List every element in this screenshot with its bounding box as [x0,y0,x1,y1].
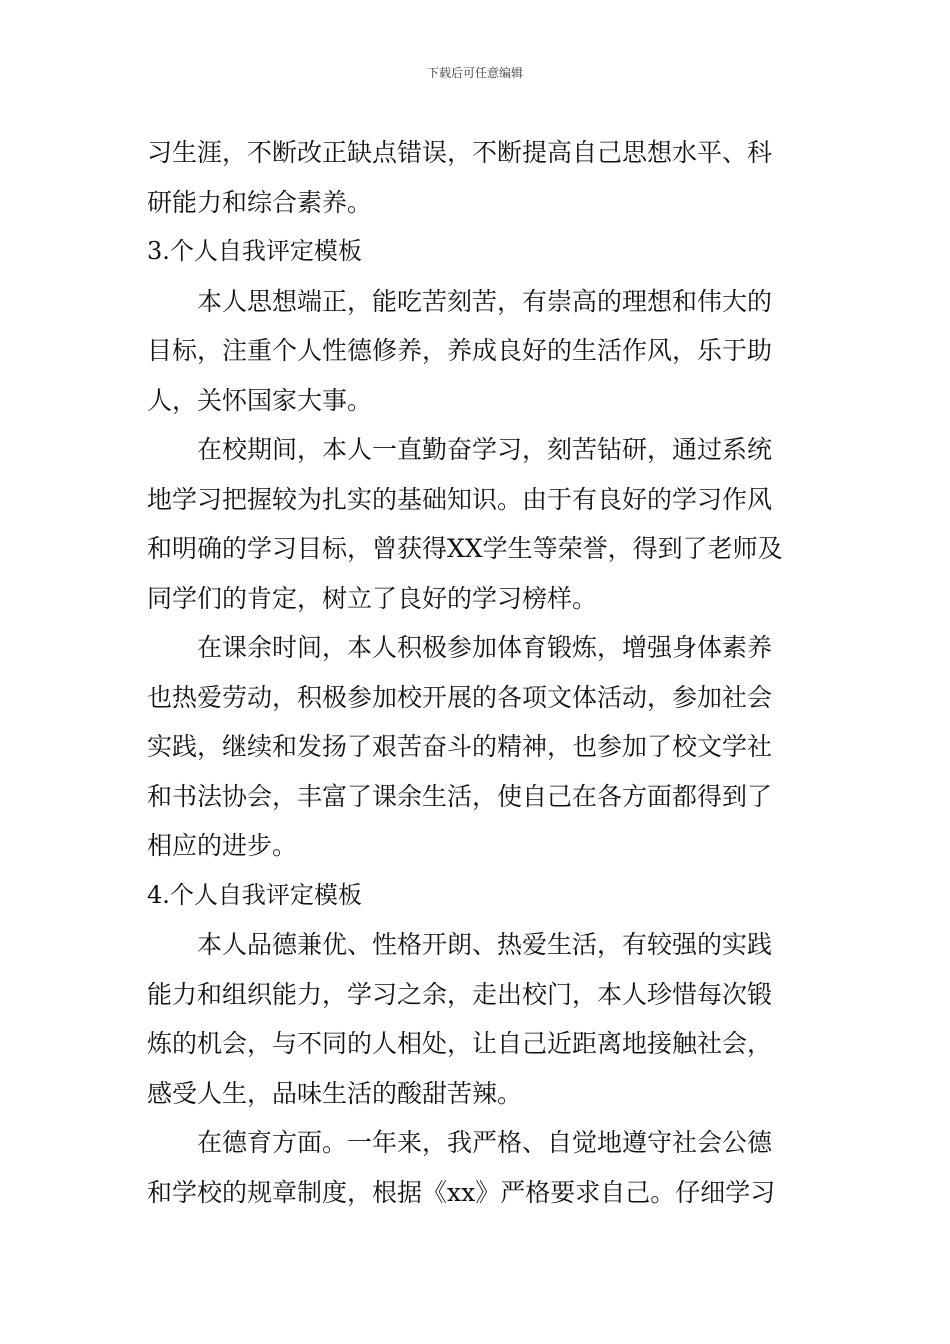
page-header: 下载后可任意编辑 [426,66,523,80]
text-line: 实践，继续和发扬了艰苦奋斗的精神，也参加了校文学社 [147,732,773,761]
text-line: 习生涯，不断改正缺点错误，不断提高自己思想水平、科 [147,138,773,167]
text-line: 和学校的规章制度，根据《xx》严格要求自己。仔细学习 [147,1177,776,1207]
text-line: 研能力和综合素养。 [147,187,373,217]
paragraph-first-line: 在校期间，本人一直勤奋学习，刻苦钻研，通过系统 [197,435,773,464]
text-line: 同学们的肯定，树立了良好的学习榜样。 [147,583,598,613]
text-line: 地学习把握较为扎实的基础知识。由于有良好的学习作风 [147,484,773,514]
document-body [147,128,807,1217]
paragraph-first-line: 在德育方面。一年来，我严格、自觉地遵守社会公德 [197,1128,773,1157]
text-line: 和书法协会，丰富了课余生活，使自己在各方面都得到了 [147,781,773,811]
paragraph-first-line: 本人思想端正，能吃苦刻苦，有崇高的理想和伟大的 [197,286,773,316]
text-line: 人，关怀国家大事。 [147,385,373,415]
paragraph-first-line: 在课余时间，本人积极参加体育锻炼，增强身体素养 [197,633,773,662]
text-line: 目标，注重个人性德修养，养成良好的生活作风，乐于助 [147,336,773,365]
section-heading: 3.个人自我评定模板 [147,237,362,265]
text-line: 能力和组织能力，学习之余，走出校门，本人珍惜每次锻 [147,979,773,1009]
text-line: 炼的机会，与不同的人相处，让自己近距离地接触社会， [147,1029,773,1058]
text-line: 也热爱劳动，积极参加校开展的各项文体活动，参加社会 [147,682,773,712]
paragraph-first-line: 本人品德兼优、性格开朗、热爱生活，有较强的实践 [197,930,773,959]
text-line: 感受人生，品味生活的酸甜苦辣。 [147,1078,523,1108]
text-line: 和明确的学习目标，曾获得XX学生等荣誉，得到了老师及 [147,534,783,563]
text-line: 相应的进步。 [147,831,298,860]
section-heading: 4.个人自我评定模板 [147,880,362,909]
